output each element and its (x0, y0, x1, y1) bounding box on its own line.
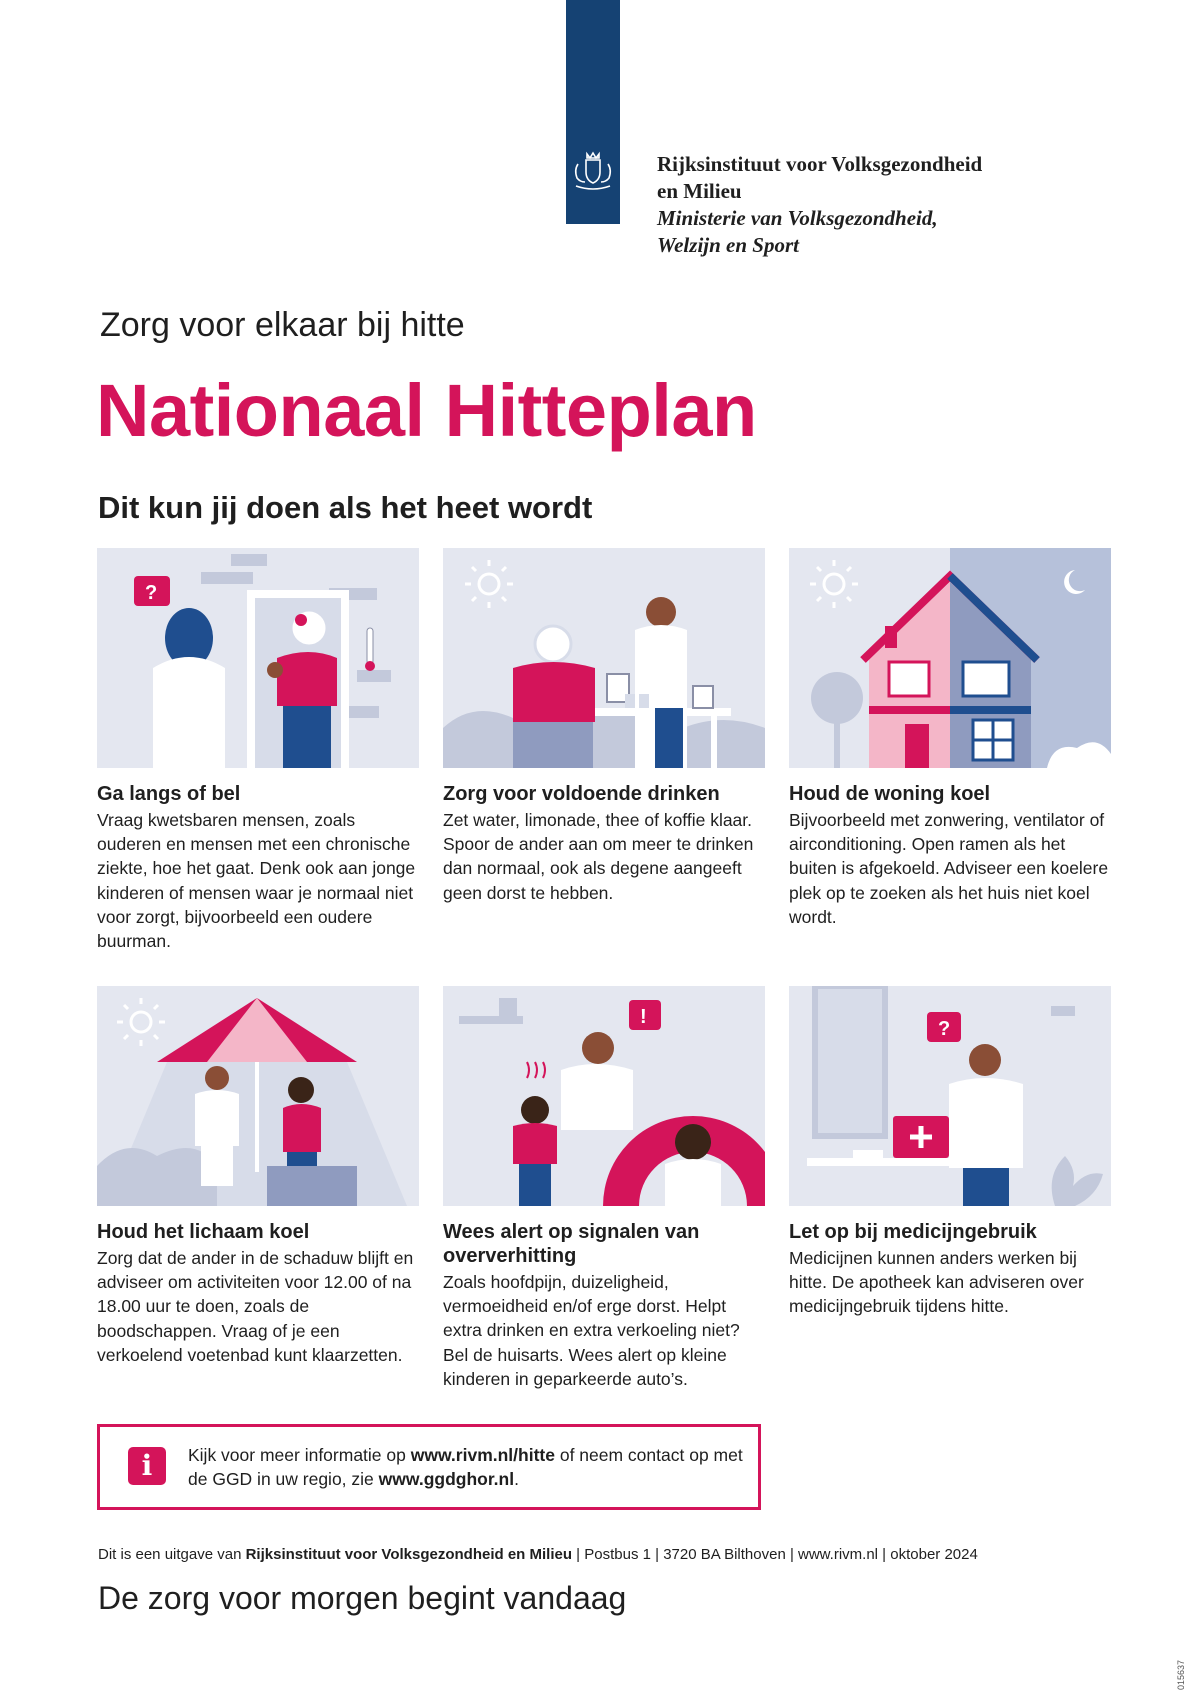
publisher-line (98, 1546, 978, 1563)
svg-text:!: ! (640, 1006, 647, 1028)
publisher-prefix: Dit is een uitgave van (98, 1546, 246, 1563)
sun-icon (117, 998, 165, 1046)
info-icon: i (128, 1447, 166, 1485)
ministry-line2: Welzijn en Sport (657, 233, 799, 257)
org-name-line2: en Milieu (657, 179, 742, 203)
info-text-part: of neem contact op met de GGD in uw regio, zie (188, 1445, 743, 1489)
organization-name (657, 151, 982, 259)
rivm-link[interactable]: www.rivm.nl/hitte (410, 1445, 555, 1465)
tip-text: Zoals hoofdpijn, duizeligheid, vermoeidheid en/of erge dorst. Helpt extra drinken en extra verkoeling niet? Bel de huisarts. Wees alert op kleine kinderen in geparkeerde auto’s. (443, 1272, 740, 1389)
org-name-line1: Rijksinstituut voor Volksgezondheid (657, 152, 983, 176)
illustration-drinking (443, 548, 765, 768)
tip-title: Let op bij medicijngebruik (789, 1221, 1037, 1243)
document-code: 015637 (1176, 1659, 1186, 1690)
info-text-part: . (514, 1469, 519, 1489)
tip-card-body-cool (97, 986, 419, 1367)
tip-text: Bijvoorbeeld met zonwering, ventilator of airconditioning. Open ramen als het buiten is afgekoeld. Adviseer een koelere plek op te zoeken als het huis niet koel wordt. (789, 810, 1109, 927)
publisher-org: Rijksinstituut voor Volksgezondheid en Milieu (245, 1546, 573, 1563)
coat-of-arms-icon (570, 142, 616, 192)
publisher-address: | Postbus 1 | 3720 BA Bilthoven | www.rivm.nl | oktober 2024 (572, 1546, 978, 1563)
illustration-medication (789, 986, 1111, 1206)
illustration-home-cool (789, 548, 1111, 768)
logo-bar (566, 0, 620, 224)
sun-icon (810, 560, 858, 608)
tip-card-medication (789, 986, 1111, 1319)
tip-title: Houd het lichaam koel (97, 1221, 310, 1243)
info-text (188, 1443, 748, 1491)
svg-text:?: ? (938, 1018, 951, 1040)
illustration-body-cool (97, 986, 419, 1206)
section-title: Dit kun jij doen als het heet wordt (98, 490, 593, 525)
illustration-visit (97, 548, 419, 768)
tip-card-home-cool (789, 548, 1111, 929)
tip-title: Zorg voor voldoende drinken (443, 783, 720, 805)
tip-text: Vraag kwetsbaren mensen, zoals ouderen en mensen met een chronische ziekte, hoe het gaat. Denk ook aan jonge kinderen of mensen waar je normaal niet voor zorgt, bijvoorbeeld een oudere buurman. (97, 810, 416, 952)
illustration-signals (443, 986, 765, 1206)
tip-title: Wees alert op signalen van oververhitting (443, 1221, 700, 1267)
ministry-line1: Ministerie van Volksgezondheid, (657, 206, 938, 230)
tip-title: Ga langs of bel (97, 783, 241, 805)
page-title: Nationaal Hitteplan (96, 369, 757, 452)
tip-card-visit (97, 548, 419, 953)
sun-icon (465, 560, 513, 608)
pretitle: Zorg voor elkaar bij hitte (100, 306, 465, 344)
info-text-part: Kijk voor meer informatie op (188, 1445, 411, 1465)
svg-text:?: ? (145, 582, 158, 604)
ggdghor-link[interactable]: www.ggdghor.nl (378, 1469, 515, 1489)
info-box (97, 1424, 761, 1510)
slogan: De zorg voor morgen begint vandaag (98, 1580, 627, 1616)
tip-text: Zorg dat de ander in de schaduw blijft en adviseer om activiteiten voor 12.00 of na 18.00 uur te doen, zoals de boodschappen. Vraag of je een verkoelend voetenbad kunt klaarzetten. (97, 1248, 414, 1365)
tip-text: Medicijnen kunnen anders werken bij hitte. De apotheek kan adviseren over medicijngebruik tijdens hitte. (789, 1248, 1084, 1317)
tip-card-drinking (443, 548, 765, 905)
tip-text: Zet water, limonade, thee of koffie klaar. Spoor de ander aan om meer te drinken dan normaal, ook als degene aangeeft geen dorst te hebben. (443, 810, 754, 903)
tip-title: Houd de woning koel (789, 783, 991, 805)
tip-card-signals (443, 986, 765, 1391)
